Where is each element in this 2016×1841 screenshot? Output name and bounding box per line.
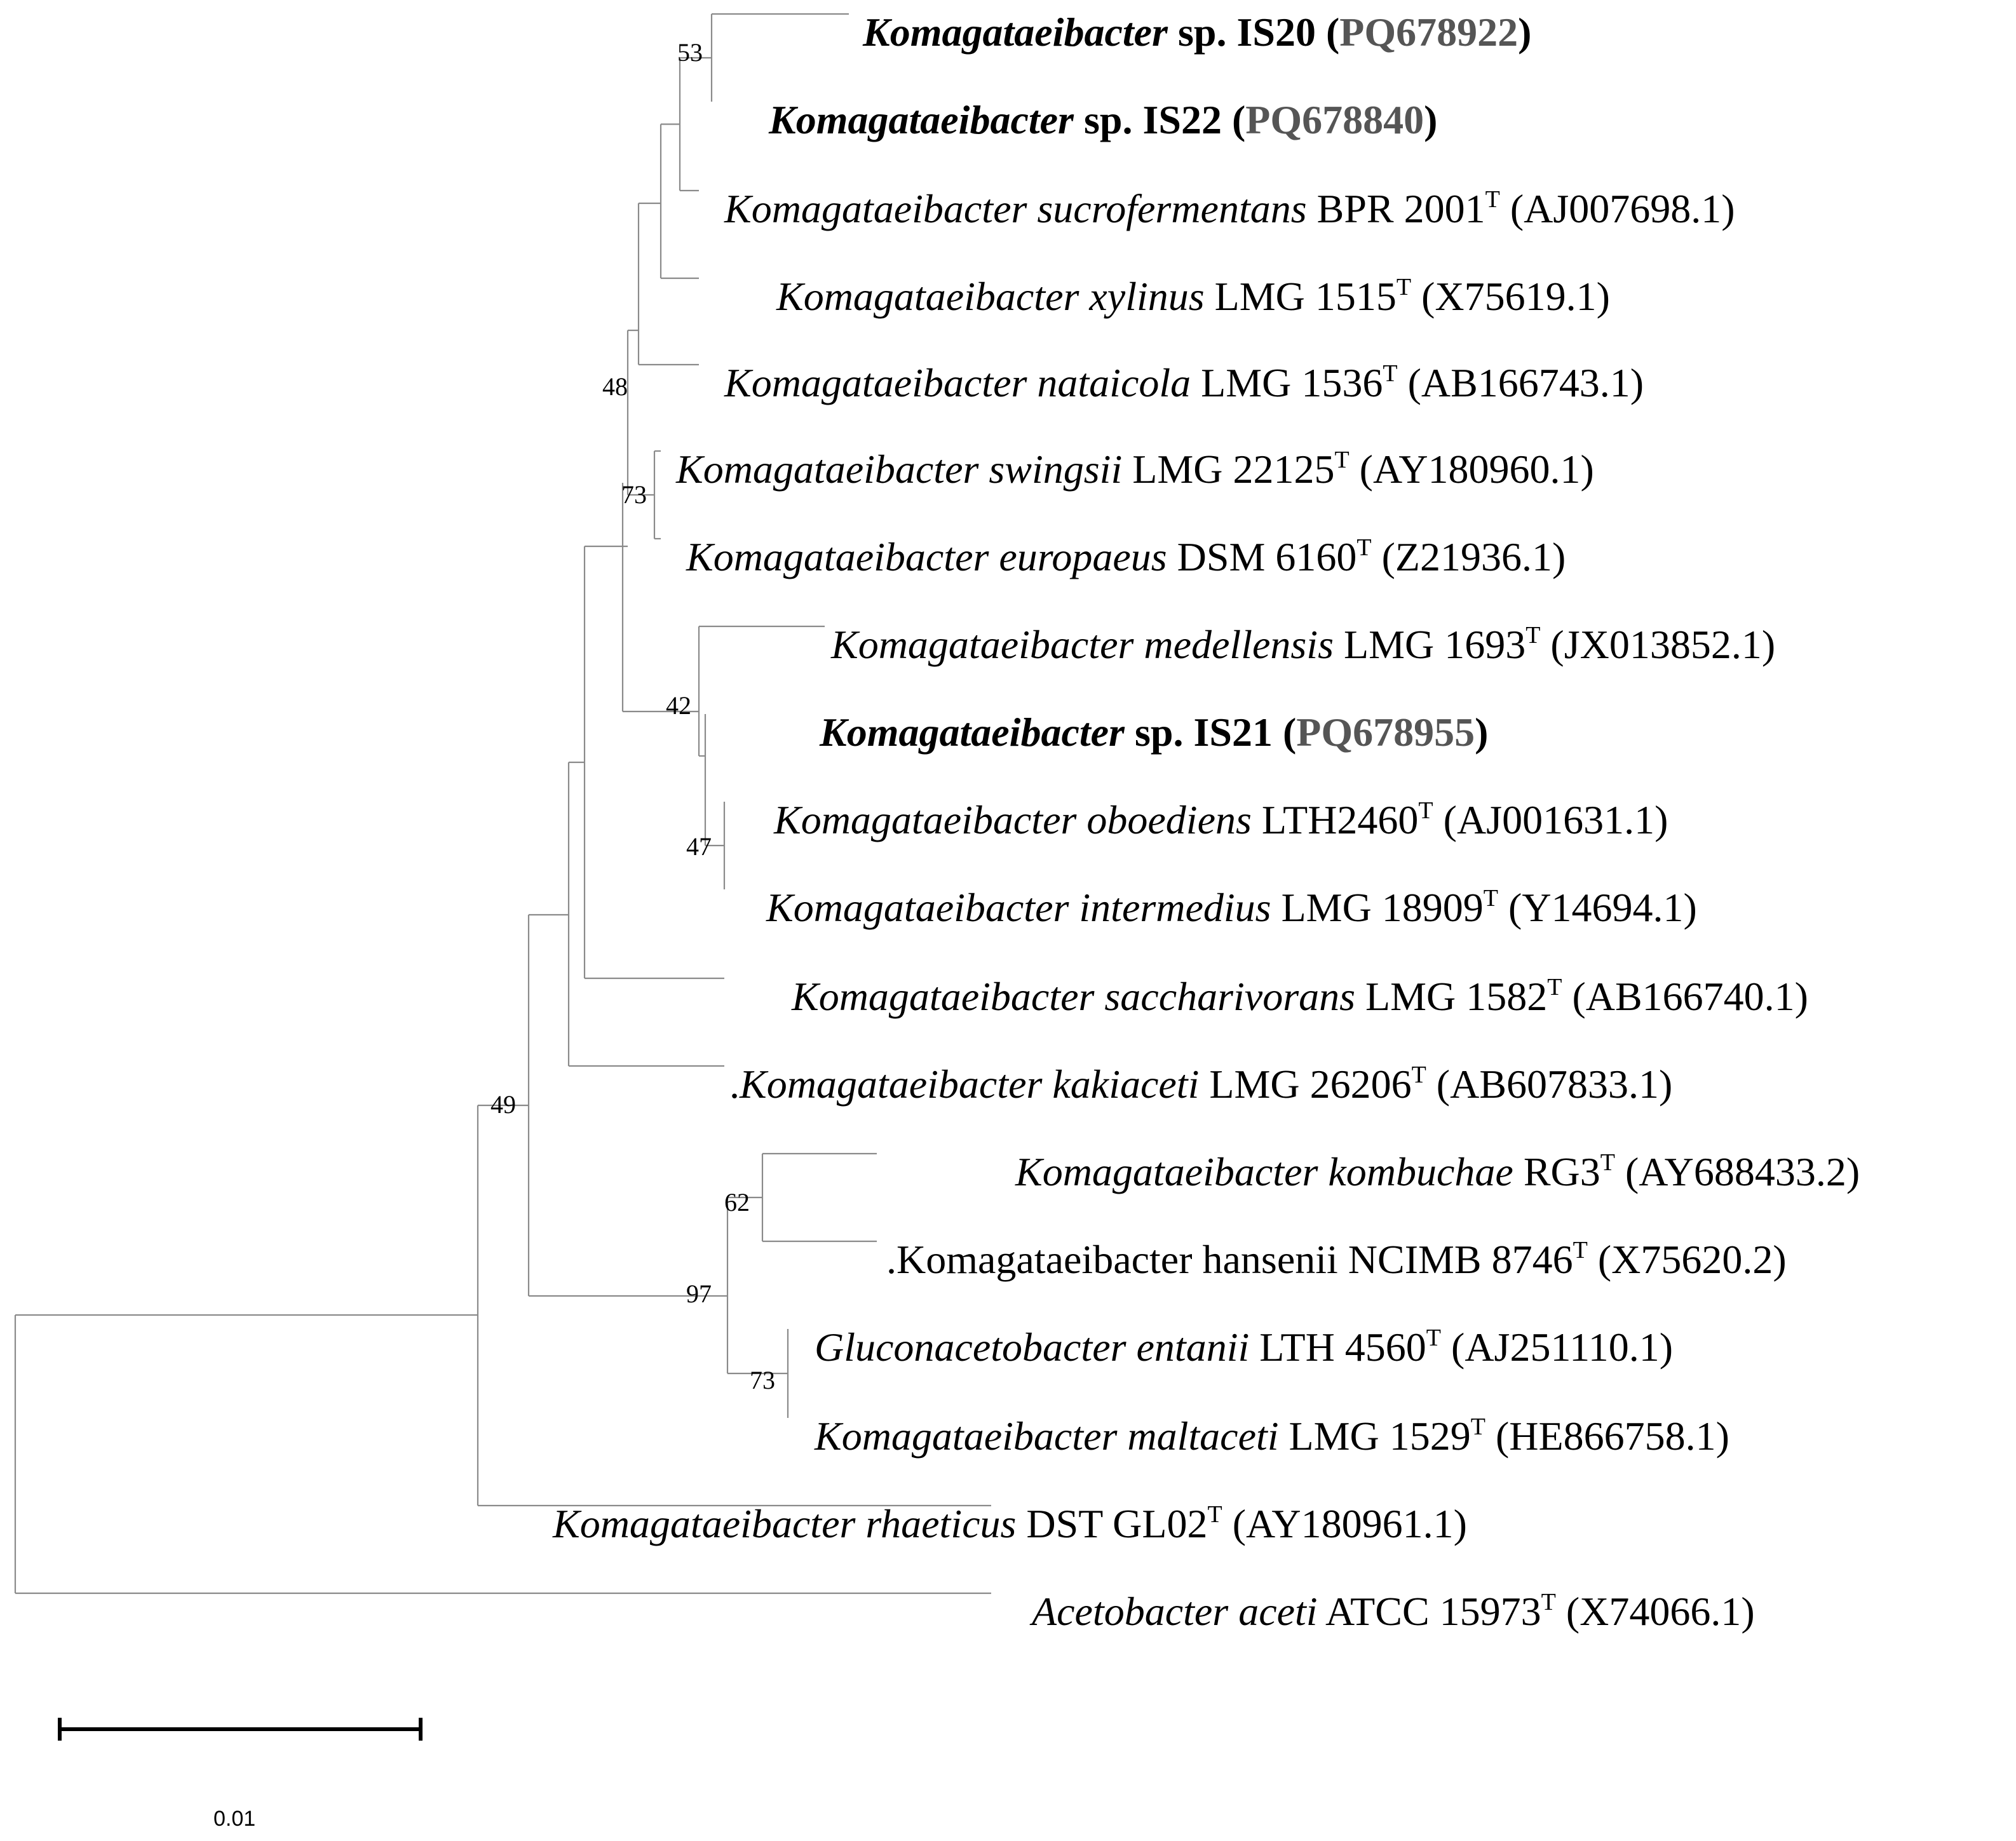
leaf-label-medellensis: Komagataeibacter medellensis LMG $1693^T$ (JX013852.1) <box>831 622 1776 667</box>
leaf-label-aceti: Acetobacter aceti ATCC $15973^T$ (X74066.1) <box>1032 1589 1755 1634</box>
bootstrap-values <box>490 38 775 1394</box>
leaf-label-sucro: Komagataeibacter sucrofermentans BPR $2001^T$ (AJ007698.1) <box>724 186 1735 231</box>
leaf-label-is22: Komagataeibacter sp. IS22 (PQ678840) <box>769 97 1438 142</box>
bootstrap-value: 47 <box>686 832 712 861</box>
leaf-labels <box>552 10 1860 1634</box>
bootstrap-value: 97 <box>686 1279 712 1308</box>
leaf-label-is21: Komagataeibacter sp. IS21 (PQ678955) <box>820 710 1489 755</box>
leaf-label-kakiaceti: .Komagataeibacter kakiaceti LMG $26206^T$ (AB607833.1) <box>729 1062 1673 1107</box>
leaf-label-entanii: Gluconacetobacter entanii LTH $4560^T$ (AJ251110.1) <box>815 1325 1673 1370</box>
bootstrap-value: 73 <box>621 480 647 509</box>
leaf-label-oboediens: Komagataeibacter oboediens $LTH2460^T$ (AJ001631.1) <box>774 797 1668 842</box>
leaf-label-europaeus: Komagataeibacter europaeus DSM $6160^T$ (Z21936.1) <box>686 534 1566 579</box>
leaf-label-saccharivorans: Komagataeibacter saccharivorans LMG $1582^T$ (AB166740.1) <box>792 974 1808 1019</box>
leaf-label-nataicola: Komagataeibacter nataicola LMG $1536^T$ (AB166743.1) <box>724 360 1644 405</box>
bootstrap-value: 53 <box>677 38 703 67</box>
bootstrap-value: 49 <box>490 1090 516 1119</box>
leaf-label-hansenii: .Komagataeibacter hansenii NCIMB $8746^T$ (X75620.2) <box>886 1237 1787 1282</box>
scale-bar-label: 0.01 <box>213 1807 256 1831</box>
leaf-label-swingsii: Komagataeibacter swingsii LMG $22125^T$ (AY180960.1) <box>676 447 1594 492</box>
leaf-label-intermedius: Komagataeibacter intermedius LMG $18909^T$ (Y14694.1) <box>766 885 1697 930</box>
leaf-label-xylinus: Komagataeibacter xylinus LMG $1515^T$ (X75619.1) <box>776 274 1610 319</box>
leaf-label-kombuchae: Komagataeibacter kombuchae $RG3^T$ (AY688433.2) <box>1015 1149 1860 1194</box>
bootstrap-value: 62 <box>724 1188 750 1217</box>
bootstrap-value: 73 <box>750 1366 775 1394</box>
leaf-label-rhaeticus: Komagataeibacter rhaeticus DST $GL02^T$ (AY180961.1) <box>553 1501 1467 1546</box>
scale-bar <box>60 1718 421 1831</box>
bootstrap-value: 42 <box>666 691 691 720</box>
bootstrap-value: 48 <box>602 372 628 401</box>
leaf-label-is20: Komagataeibacter sp. IS20 (PQ678922) <box>863 10 1532 55</box>
leaf-label-maltaceti: Komagataeibacter maltaceti LMG $1529^T$ (HE866758.1) <box>815 1413 1729 1459</box>
